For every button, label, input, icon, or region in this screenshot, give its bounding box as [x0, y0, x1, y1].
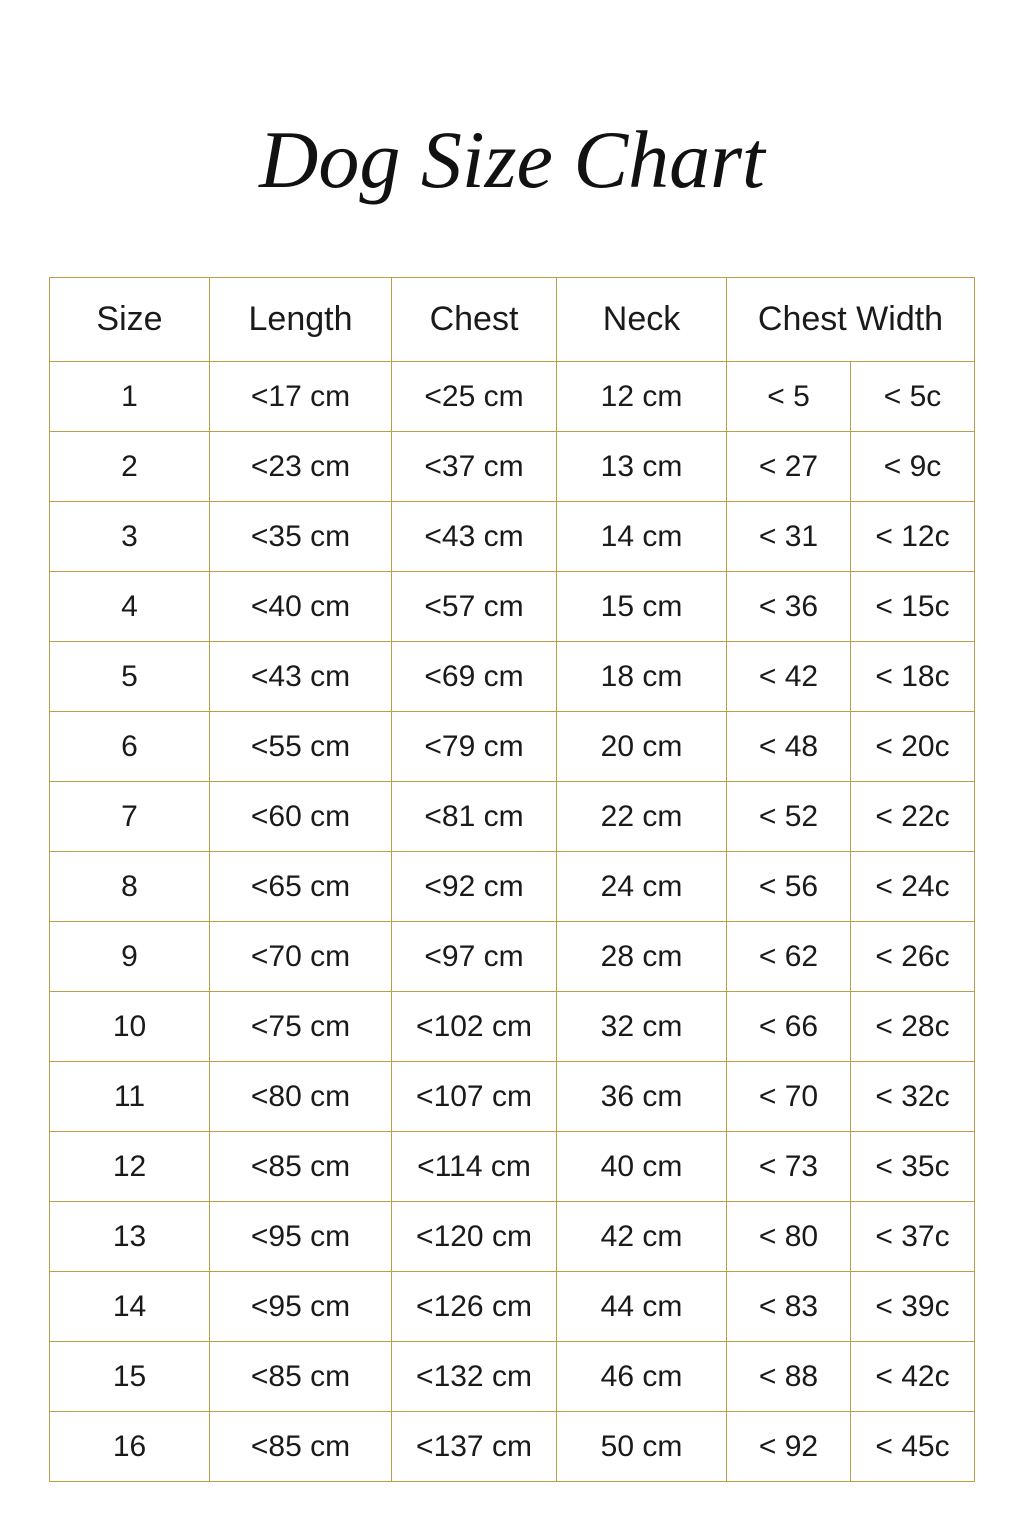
- cell-chest-width-a: < 5: [727, 362, 851, 432]
- table-row: [50, 1202, 975, 1272]
- cell-chest-width-a: < 36: [727, 572, 851, 642]
- cell-length: <65 cm: [210, 852, 392, 922]
- table-row: [50, 1342, 975, 1412]
- cell-size: 14: [50, 1272, 210, 1342]
- cell-length: <23 cm: [210, 432, 392, 502]
- table-row: [50, 362, 975, 432]
- cell-neck: 36 cm: [557, 1062, 727, 1132]
- cell-chest: <37 cm: [392, 432, 557, 502]
- table-body: [50, 362, 975, 1482]
- cell-chest-width-b: < 42c: [851, 1342, 975, 1412]
- cell-neck: 44 cm: [557, 1272, 727, 1342]
- cell-length: <43 cm: [210, 642, 392, 712]
- cell-neck: 40 cm: [557, 1132, 727, 1202]
- cell-chest: <132 cm: [392, 1342, 557, 1412]
- table-row: [50, 502, 975, 572]
- cell-chest: <97 cm: [392, 922, 557, 992]
- cell-neck: 28 cm: [557, 922, 727, 992]
- cell-chest-width-a: < 31: [727, 502, 851, 572]
- cell-size: 13: [50, 1202, 210, 1272]
- cell-size: 16: [50, 1412, 210, 1482]
- cell-size: 5: [50, 642, 210, 712]
- cell-chest-width-a: < 83: [727, 1272, 851, 1342]
- table-row: [50, 992, 975, 1062]
- cell-neck: 20 cm: [557, 712, 727, 782]
- header-neck: Neck: [557, 278, 727, 362]
- cell-chest-width-a: < 56: [727, 852, 851, 922]
- cell-chest-width-b: < 15c: [851, 572, 975, 642]
- table-row: [50, 1132, 975, 1202]
- cell-chest-width-a: < 73: [727, 1132, 851, 1202]
- cell-chest: <79 cm: [392, 712, 557, 782]
- cell-chest-width-a: < 42: [727, 642, 851, 712]
- cell-length: <75 cm: [210, 992, 392, 1062]
- cell-chest-width-a: < 66: [727, 992, 851, 1062]
- cell-chest: <102 cm: [392, 992, 557, 1062]
- cell-chest-width-a: < 27: [727, 432, 851, 502]
- cell-size: 3: [50, 502, 210, 572]
- cell-neck: 32 cm: [557, 992, 727, 1062]
- cell-length: <85 cm: [210, 1342, 392, 1412]
- cell-neck: 14 cm: [557, 502, 727, 572]
- cell-neck: 12 cm: [557, 362, 727, 432]
- table-row: [50, 1412, 975, 1482]
- cell-chest: <25 cm: [392, 362, 557, 432]
- cell-size: 9: [50, 922, 210, 992]
- header-chest-width: Chest Width: [727, 278, 975, 362]
- header-size: Size: [50, 278, 210, 362]
- table-row: [50, 1062, 975, 1132]
- cell-length: <85 cm: [210, 1132, 392, 1202]
- cell-chest-width-b: < 5c: [851, 362, 975, 432]
- cell-chest-width-b: < 12c: [851, 502, 975, 572]
- cell-chest: <114 cm: [392, 1132, 557, 1202]
- cell-size: 12: [50, 1132, 210, 1202]
- cell-chest-width-b: < 26c: [851, 922, 975, 992]
- cell-chest-width-a: < 92: [727, 1412, 851, 1482]
- cell-chest: <69 cm: [392, 642, 557, 712]
- cell-chest-width-b: < 32c: [851, 1062, 975, 1132]
- table-row: [50, 712, 975, 782]
- cell-chest-width-a: < 62: [727, 922, 851, 992]
- cell-neck: 42 cm: [557, 1202, 727, 1272]
- cell-length: <35 cm: [210, 502, 392, 572]
- cell-chest-width-b: < 37c: [851, 1202, 975, 1272]
- cell-length: <95 cm: [210, 1272, 392, 1342]
- cell-neck: 18 cm: [557, 642, 727, 712]
- cell-size: 11: [50, 1062, 210, 1132]
- cell-size: 6: [50, 712, 210, 782]
- cell-chest: <81 cm: [392, 782, 557, 852]
- header-row: [50, 278, 975, 362]
- cell-size: 7: [50, 782, 210, 852]
- cell-size: 15: [50, 1342, 210, 1412]
- cell-neck: 13 cm: [557, 432, 727, 502]
- cell-length: <60 cm: [210, 782, 392, 852]
- cell-chest-width-b: < 39c: [851, 1272, 975, 1342]
- cell-chest-width-b: < 22c: [851, 782, 975, 852]
- cell-chest-width-a: < 52: [727, 782, 851, 852]
- cell-length: <40 cm: [210, 572, 392, 642]
- table-row: [50, 852, 975, 922]
- cell-neck: 24 cm: [557, 852, 727, 922]
- cell-size: 1: [50, 362, 210, 432]
- table-row: [50, 572, 975, 642]
- cell-chest-width-b: < 18c: [851, 642, 975, 712]
- table-row: [50, 642, 975, 712]
- cell-chest: <120 cm: [392, 1202, 557, 1272]
- cell-chest-width-b: < 45c: [851, 1412, 975, 1482]
- cell-chest: <57 cm: [392, 572, 557, 642]
- cell-neck: 22 cm: [557, 782, 727, 852]
- cell-chest: <43 cm: [392, 502, 557, 572]
- cell-chest-width-a: < 70: [727, 1062, 851, 1132]
- cell-neck: 46 cm: [557, 1342, 727, 1412]
- cell-chest-width-b: < 28c: [851, 992, 975, 1062]
- cell-chest-width-a: < 80: [727, 1202, 851, 1272]
- cell-length: <70 cm: [210, 922, 392, 992]
- table-row: [50, 1272, 975, 1342]
- cell-length: <95 cm: [210, 1202, 392, 1272]
- cell-chest-width-a: < 48: [727, 712, 851, 782]
- cell-size: 2: [50, 432, 210, 502]
- cell-length: <17 cm: [210, 362, 392, 432]
- cell-chest-width-b: < 9c: [851, 432, 975, 502]
- cell-chest: <126 cm: [392, 1272, 557, 1342]
- page-title: Dog Size Chart: [259, 114, 765, 205]
- cell-chest: <107 cm: [392, 1062, 557, 1132]
- cell-neck: 50 cm: [557, 1412, 727, 1482]
- cell-chest-width-a: < 88: [727, 1342, 851, 1412]
- cell-chest: <137 cm: [392, 1412, 557, 1482]
- table-row: [50, 432, 975, 502]
- cell-length: <55 cm: [210, 712, 392, 782]
- cell-neck: 15 cm: [557, 572, 727, 642]
- cell-size: 10: [50, 992, 210, 1062]
- header-length: Length: [210, 278, 392, 362]
- cell-length: <85 cm: [210, 1412, 392, 1482]
- cell-chest-width-b: < 24c: [851, 852, 975, 922]
- cell-size: 4: [50, 572, 210, 642]
- cell-length: <80 cm: [210, 1062, 392, 1132]
- cell-chest-width-b: < 35c: [851, 1132, 975, 1202]
- table-row: [50, 922, 975, 992]
- cell-chest-width-b: < 20c: [851, 712, 975, 782]
- cell-chest: <92 cm: [392, 852, 557, 922]
- header-chest: Chest: [392, 278, 557, 362]
- table-row: [50, 782, 975, 852]
- cell-size: 8: [50, 852, 210, 922]
- size-chart-table: [49, 277, 975, 1482]
